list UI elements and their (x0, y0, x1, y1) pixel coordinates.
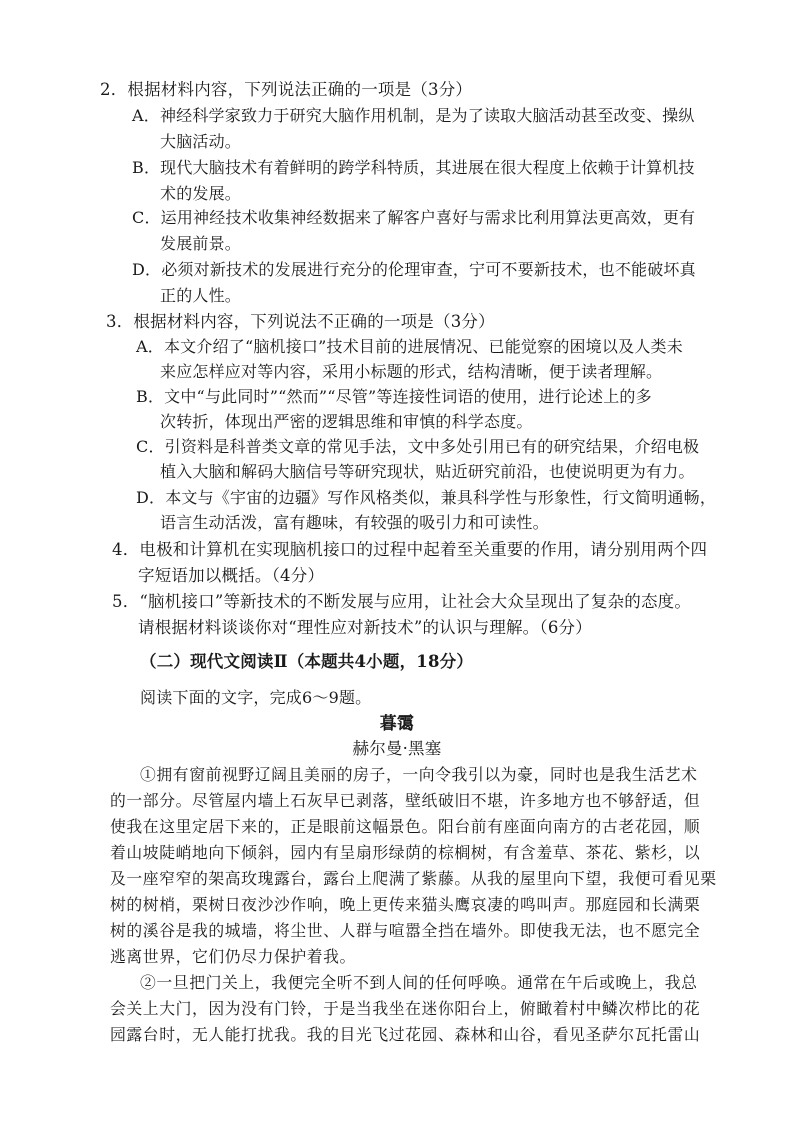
essay-p1-line: 的一部分。尽管屋内墙上石灰早已剥落，壁纸破旧不堪，许多地方也不够舒适，但 (110, 791, 701, 810)
question-3-option-c-line2: 植入大脑和解码大脑信号等研究现状，贴近研究前沿，也使说明更为有力。 (160, 462, 695, 481)
question-2-option-b-line2: 术的发展。 (160, 184, 242, 203)
question-3-option-a-line1: A．本文介绍了“脑机接口”技术目前的进展情况、已能觉察的困境以及人类未 (136, 337, 683, 356)
question-3-option-a-line2: 来应怎样应对等内容，采用小标题的形式，结构清晰，便于读者理解。 (160, 362, 663, 381)
question-5-line2: 请根据材料谈谈你对“理性应对新技术”的认识与理解。（6分） (138, 618, 592, 637)
question-3-option-c-line1: C．引资料是科普类文章的常见手法，文中多处引用已有的研究结果，介绍电极 (136, 437, 700, 456)
question-5-line1: 5．“脑机接口”等新技术的不断发展与应用，让社会大众呈现出了复杂的态度。 (112, 592, 692, 611)
essay-p1-line: 及一座窄窄的架高玫瑰露台，露台上爬满了紫藤。从我的屋里向下望，我便可看见栗 (110, 869, 717, 888)
question-3-option-d-line2: 语言生动活泼，富有趣味，有较强的吸引力和可读性。 (160, 513, 549, 532)
section-instruction: 阅读下面的文字，完成6～9题。 (140, 688, 372, 707)
question-2-option-c-line1: C．运用神经技术收集神经数据来了解客户喜好与需求比利用算法更高效，更有 (132, 208, 696, 227)
essay-author: 赫尔曼·黑塞 (352, 739, 442, 758)
question-2-stem: 2．根据材料内容，下列说法正确的一项是（3分） (100, 80, 473, 99)
question-2-option-d-line2: 正的人性。 (160, 286, 242, 305)
question-3-option-d-line1: D．本文与《宇宙的边疆》写作风格类似，兼具科学性与形象性，行文简明通畅， (136, 488, 717, 507)
essay-p1-line: 树的溪谷是我的城墙，将尘世、人群与喧嚣全挡在墙外。即使我无法，也不愿完全 (110, 921, 701, 940)
essay-p1-line: 着山坡陡峭地向下倾斜，园内有呈扇形绿荫的棕榈树，有含羞草、茶花、紫杉，以 (110, 843, 701, 862)
question-2-option-c-line2: 发展前景。 (160, 234, 242, 253)
question-2-option-b-line1: B．现代大脑技术有着鲜明的跨学科特质，其进展在很大程度上依赖于计算机技 (132, 158, 695, 177)
section-heading: （二）现代文阅读Ⅱ（本题共4小题，18分） (140, 652, 474, 671)
essay-p2-line: 园露台时，无人能打扰我。我的目光飞过花园、森林和山谷，看见圣萨尔瓦托雷山 (110, 1025, 701, 1044)
question-4-line1: 4．电极和计算机在实现脑机接口的过程中起着至关重要的作用，请分别用两个四 (112, 540, 708, 559)
question-4-line2: 字短语加以概括。（4分） (138, 566, 325, 585)
essay-p1-line: 使我在这里定居下来的，正是眼前这幅景色。阳台前有座面向南方的古老花园，顺 (110, 817, 701, 836)
question-3-stem: 3．根据材料内容，下列说法不正确的一项是（3分） (106, 312, 495, 331)
essay-p2-line: 会关上大门，因为没有门铃，于是当我坐在迷你阳台上，俯瞰着村中鳞次栉比的花 (110, 999, 701, 1018)
essay-p1-line: 树的树梢，栗树日夜沙沙作响，晚上更传来猫头鹰哀凄的鸣叫声。那庭园和长满栗 (110, 895, 701, 914)
question-2-option-d-line1: D．必须对新技术的发展进行充分的伦理审查，宁可不要新技术，也不能破坏真 (132, 260, 696, 279)
question-3-option-b-line1: B．文中“与此同时”“然而”“尽管”等连接性词语的使用，进行论述上的多 (136, 387, 652, 406)
question-2-option-a-line1: A．神经科学家致力于研究大脑作用机制，是为了读取大脑活动甚至改变、操纵 (132, 106, 695, 125)
essay-title: 暮霭 (379, 714, 415, 734)
essay-p1-line: ①拥有窗前视野辽阔且美丽的房子，一向令我引以为豪，同时也是我生活艺术 (140, 765, 698, 784)
essay-p2-line: ②一旦把门关上，我便完全听不到人间的任何呼唤。通常在午后或晚上，我总 (140, 973, 698, 992)
question-2-option-a-line2: 大脑活动。 (160, 132, 242, 151)
question-3-option-b-line2: 次转折，体现出严密的逻辑思维和审慎的科学态度。 (160, 412, 533, 431)
essay-p1-line: 逃离世界，它们仍尽力保护着我。 (110, 947, 356, 966)
